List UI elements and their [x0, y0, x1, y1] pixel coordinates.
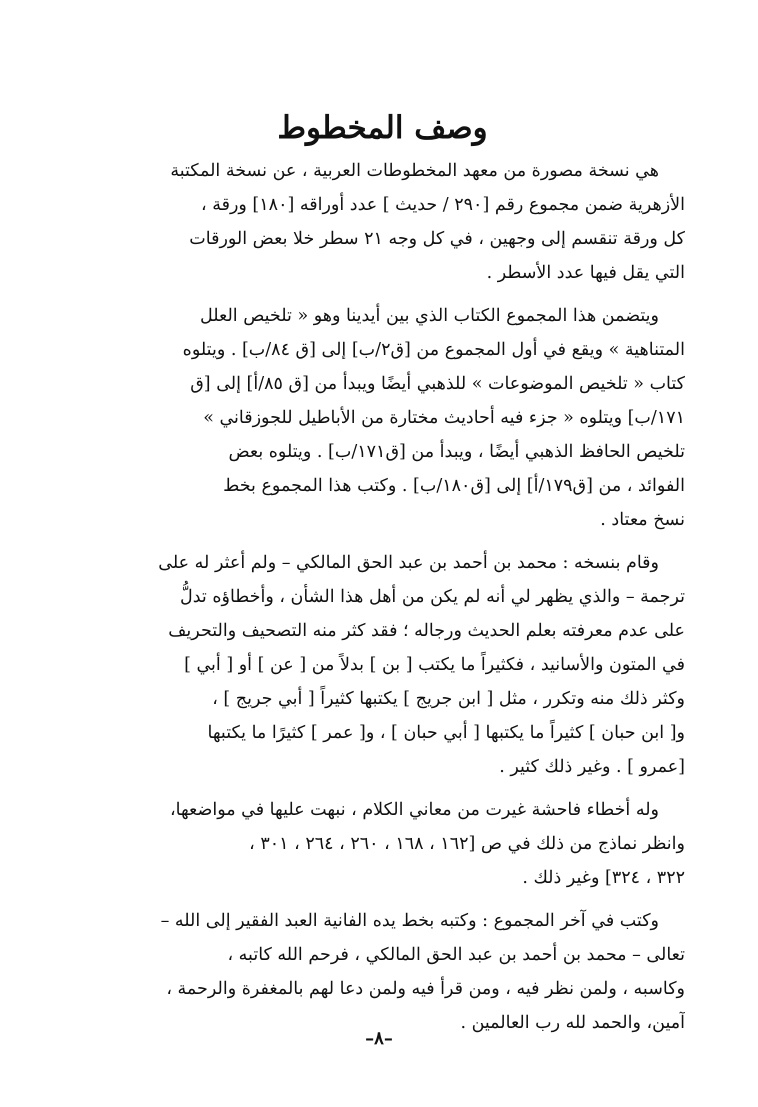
- text-line: ترجمة – والذي يظهر لي أنه لم يكن من أهل هذا الشأن ، وأخطاؤه تدلُّ: [180, 587, 685, 607]
- paragraph-copyist: [80, 546, 685, 784]
- text-line: [عمرو ] . وغير ذلك كثير .: [499, 757, 685, 777]
- text-line: وانظر نماذج من ذلك في ص [١٦٢ ، ١٦٨ ، ٢٦٠ ، ٢٦٤ ، ٣٠١ ،: [249, 834, 685, 854]
- manuscript-description-page: [80, 108, 685, 1049]
- text-line: كل ورقة تنقسم إلى وجهين ، في كل وجه ٢١ سطر خلا بعض الورقات: [189, 229, 685, 249]
- text-line: المتناهية » ويقع في أول المجموع من [ق٢/ب] إلى [ق ٨٤/ب] . ويتلوه: [182, 340, 685, 360]
- text-line: تعالى – محمد بن أحمد بن عبد الحق المالكي ، فرحم الله كاتبه ،: [227, 945, 685, 965]
- text-line: الفوائد ، من [ق١٧٩/أ] إلى [ق١٨٠/ب] . وكتب هذا المجموع بخط: [223, 476, 685, 496]
- text-line: التي يقل فيها عدد الأسطر .: [486, 263, 685, 283]
- text-line: على عدم معرفته بعلم الحديث ورجاله ؛ فقد كثر منه التصحيف والتحريف: [168, 621, 685, 641]
- paragraph-copy-source: [80, 154, 685, 290]
- text-line: ويتضمن هذا المجموع الكتاب الذي بين أيدينا وهو « تلخيص العلل: [199, 306, 659, 326]
- text-line: وكتب في آخر المجموع : وكتبه بخط يده الفانية العبد الفقير إلى الله –: [160, 911, 659, 931]
- text-line: ٣٢٢ ، ٣٢٤] وغير ذلك .: [522, 868, 685, 888]
- text-line: ١٧١/ب] ويتلوه « جزء فيه أحاديث مختارة من الأباطيل للجوزقاني »: [203, 408, 685, 428]
- paragraph-errors: [80, 793, 685, 895]
- page-title: وصف المخطوط: [277, 110, 488, 146]
- text-line: كتاب « تلخيص الموضوعات » للذهبي أيضًا ويبدأ من [ق ٨٥/أ] إلى [ق: [190, 374, 685, 394]
- text-line: وكثر ذلك منه وتكرر ، مثل [ ابن جريج ] يكتبها كثيراً [ أبي جريج ] ،: [212, 689, 685, 709]
- text-line: و[ ابن حبان ] كثيراً ما يكتبها [ أبي حبان ] ، و[ عمر ] كثيرًا ما يكتبها: [207, 723, 685, 743]
- text-line: آمين، والحمد لله رب العالمين .: [460, 1013, 685, 1033]
- text-line: هي نسخة مصورة من معهد المخطوطات العربية ، عن نسخة المكتبة: [170, 161, 659, 181]
- text-line: وقام بنسخه : محمد بن أحمد بن عبد الحق المالكي – ولم أعثر له على: [158, 553, 659, 573]
- text-line: في المتون والأسانيد ، فكثيراً ما يكتب [ بن ] بدلاً من [ عن ] أو [ أبي ]: [184, 655, 685, 675]
- paragraph-collection-contents: [80, 299, 685, 537]
- paragraph-colophon: [80, 904, 685, 1040]
- text-line: تلخيص الحافظ الذهبي أيضًا ، ويبدأ من [ق١٧١/ب] . ويتلوه بعض: [228, 442, 685, 462]
- page-number: –٨–: [365, 1028, 393, 1049]
- text-line: الأزهرية ضمن مجموع رقم [٢٩٠ / حديث ] عدد أوراقه [١٨٠] ورقة ،: [201, 195, 685, 215]
- text-line: نسخ معتاد .: [600, 510, 685, 530]
- text-line: وكاسبه ، ولمن نظر فيه ، ومن قرأ فيه ولمن دعا لهم بالمغفرة والرحمة ،: [166, 979, 685, 999]
- text-line: وله أخطاء فاحشة غيرت من معاني الكلام ، نبهت عليها في مواضعها،: [169, 800, 659, 820]
